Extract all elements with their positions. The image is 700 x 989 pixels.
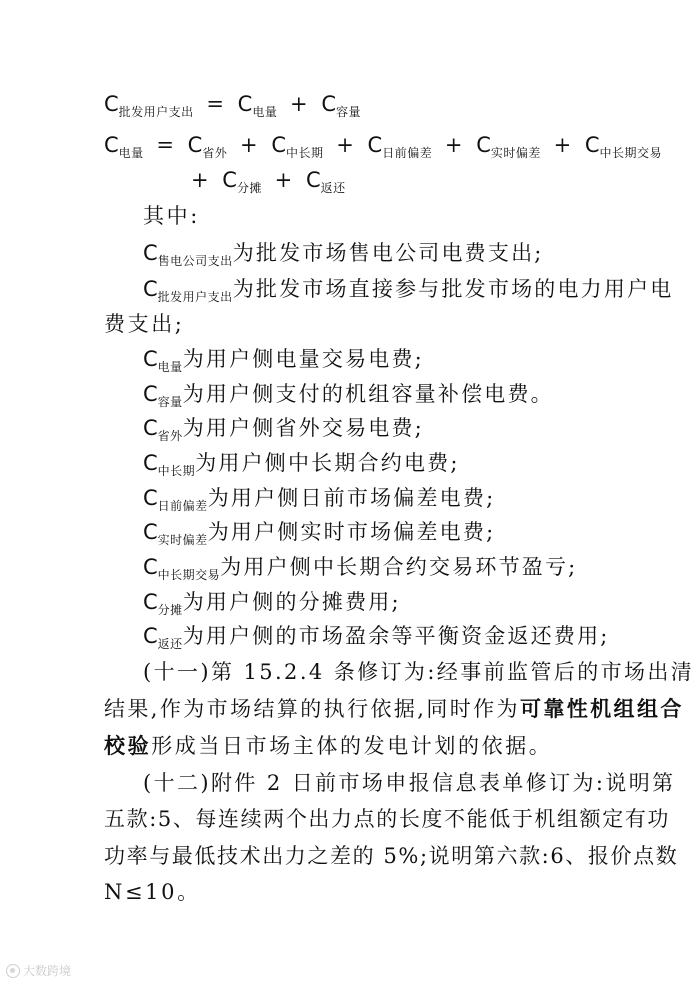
formula-subscript: 日前偏差 — [382, 146, 433, 160]
paragraph-11-line-3 — [104, 730, 552, 760]
formula-symbol: C — [584, 133, 600, 157]
plus-sign: + — [290, 92, 309, 116]
definition-subscript: 实时偏差 — [157, 533, 208, 547]
definition-real-time-deviation — [143, 516, 495, 546]
watermark — [6, 962, 71, 979]
paragraph-text: 结果,作为市场结算的执行依据,同时作为 — [104, 697, 520, 721]
definition-subscript: 容量 — [157, 395, 183, 409]
plus-sign: + — [274, 168, 294, 192]
definition-continuation: 费支出; — [104, 312, 185, 336]
formula-subscript: 分摊 — [236, 181, 262, 195]
formula-subscript: 中长期交易 — [599, 146, 663, 160]
formula-wholesale-user-expense — [104, 92, 362, 119]
formula-symbol: C — [104, 92, 119, 116]
definition-subscript: 中长期 — [157, 464, 196, 478]
paragraph-text: 形成当日市场主体的发电计划的依据。 — [151, 734, 553, 758]
formula-energy-cost — [104, 133, 663, 160]
paragraph-11-line-1: (十一)第 15.2.4 条修订为:经事前监管后的市场出清 — [143, 660, 695, 684]
definition-text: 为用户侧省外交易电费; — [182, 416, 424, 440]
formula-symbol: C — [143, 590, 158, 614]
formula-symbol: C — [143, 486, 158, 510]
formula-subscript: 批发用户支出 — [118, 105, 194, 119]
formula-symbol: C — [143, 624, 158, 648]
definition-apportionment — [143, 586, 401, 616]
formula-subscript: 电量 — [252, 105, 278, 119]
formula-symbol: C — [143, 520, 158, 544]
definition-refund — [143, 620, 610, 650]
paragraph-12-line-3: 功率与最低技术出力之差的 5%;说明第六款:6、报价点数 — [104, 844, 679, 868]
definition-text: 为用户侧的市场盈余等平衡资金返还费用; — [182, 624, 610, 648]
definition-subscript: 分摊 — [157, 603, 183, 617]
definition-mid-long-term-trade — [143, 551, 577, 581]
equals-sign: = — [156, 133, 175, 157]
plus-sign: + — [191, 168, 210, 192]
paragraph-11-line-2 — [104, 693, 684, 723]
formula-symbol: C — [143, 347, 158, 371]
formula-symbol: C — [187, 133, 203, 157]
formula-symbol: C — [104, 133, 119, 157]
formula-symbol: C — [367, 133, 383, 157]
paragraph-12-line-1: (十二)附件 2 日前市场申报信息表单修订为:说明第 — [143, 771, 676, 795]
definition-subscript: 省外 — [157, 429, 183, 443]
plus-sign: + — [336, 133, 355, 157]
definition-subscript: 售电公司支出 — [157, 254, 233, 268]
definition-subscript: 返还 — [157, 637, 183, 651]
definition-text: 为用户侧日前市场偏差电费; — [207, 486, 496, 510]
formula-symbol: C — [143, 451, 158, 475]
definition-subscript: 日前偏差 — [157, 499, 208, 513]
formula-symbol: C — [143, 277, 158, 301]
formula-symbol: C — [143, 382, 158, 406]
definition-text: 为用户侧支付的机组容量补偿电费。 — [182, 382, 554, 406]
definition-text: 为用户侧实时市场偏差电费; — [207, 520, 496, 544]
formula-subscript: 容量 — [336, 105, 362, 119]
definition-wholesale-user-expense — [143, 273, 674, 303]
definition-out-of-province — [143, 412, 424, 442]
formula-subscript: 实时偏差 — [490, 146, 541, 160]
definition-text: 为批发市场直接参与批发市场的电力用户电 — [232, 277, 674, 301]
formula-subscript: 返还 — [320, 181, 346, 195]
formula-symbol: C — [143, 555, 158, 579]
definition-capacity — [143, 378, 554, 408]
formula-subscript: 省外 — [202, 146, 228, 160]
formula-symbol: C — [143, 241, 158, 265]
formula-symbol: C — [222, 168, 237, 192]
paragraph-12-line-2: 五款:5、每连续两个出力点的长度不能低于机组额定有功 — [104, 807, 671, 831]
plus-sign: + — [444, 133, 464, 157]
definition-text: 为批发市场售电公司电费支出; — [232, 241, 544, 265]
formula-subscript: 中长期 — [286, 146, 324, 160]
definition-text: 为用户侧中长期合约交易环节盈亏; — [220, 555, 578, 579]
paragraph-bold-text: 可靠性机组组合 — [519, 696, 684, 721]
formula-symbol: C — [321, 92, 337, 116]
formula-symbol: C — [305, 168, 321, 192]
formula-energy-cost-continued — [186, 168, 346, 195]
formula-symbol: C — [476, 133, 491, 157]
definition-text: 为用户侧的分摊费用; — [182, 590, 401, 614]
definition-energy — [143, 343, 424, 373]
watermark-logo-icon — [6, 964, 20, 978]
definition-text: 为用户侧中长期合约电费; — [195, 451, 460, 475]
definition-subscript: 批发用户支出 — [157, 290, 233, 304]
definition-text: 为用户侧电量交易电费; — [182, 347, 424, 371]
definition-day-ahead-deviation — [143, 482, 495, 512]
where-heading: 其中: — [143, 204, 200, 228]
formula-symbol: C — [143, 416, 158, 440]
definition-mid-long-term — [143, 447, 460, 477]
definition-retailer-expense — [143, 237, 544, 267]
plus-sign: + — [553, 133, 573, 157]
paragraph-bold-text: 校验 — [104, 733, 152, 758]
equals-sign: = — [206, 92, 225, 116]
definition-subscript: 电量 — [157, 360, 183, 374]
watermark-text: 大数跨境 — [23, 964, 72, 978]
formula-subscript: 电量 — [118, 146, 144, 160]
plus-sign: + — [240, 133, 259, 157]
paragraph-12-line-4: N≤10。 — [104, 880, 201, 904]
definition-subscript: 中长期交易 — [157, 568, 221, 582]
formula-symbol: C — [271, 133, 287, 157]
formula-symbol: C — [237, 92, 253, 116]
